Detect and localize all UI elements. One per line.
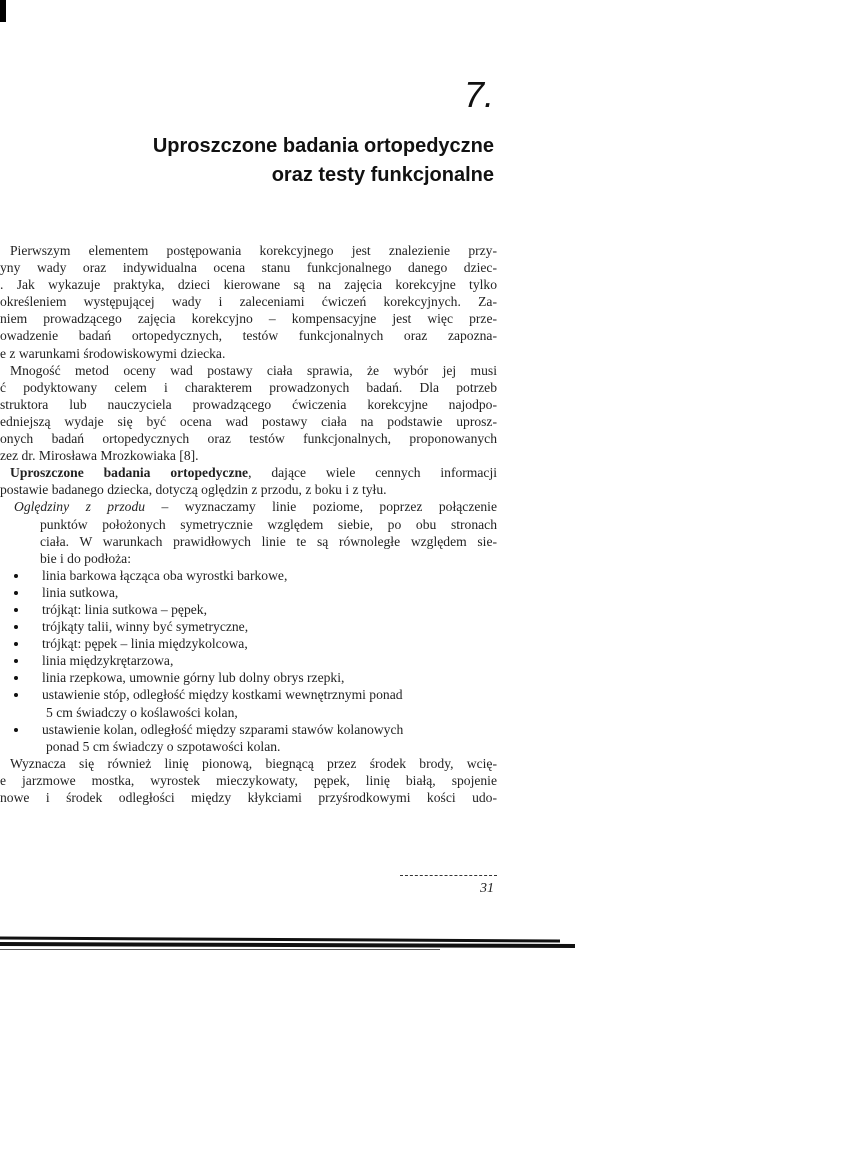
chapter-number: 7. bbox=[463, 74, 494, 115]
bullet-icon bbox=[14, 608, 18, 612]
page-number: 31 bbox=[480, 881, 494, 896]
text-segment: , dające wiele cennych informacji bbox=[248, 465, 497, 481]
text-line: onych badań ortopedycznych oraz testów funkcjonalnych, proponowanych bbox=[0, 431, 497, 447]
bold-lead: Uproszczone badania ortopedyczne bbox=[10, 465, 249, 481]
text-line: punktów położonych symetrycznie względem siebie, po obu stronach bbox=[40, 516, 497, 532]
text-line: e z warunkami środowiskowymi dziecka. bbox=[0, 345, 226, 361]
bullet-icon bbox=[14, 591, 18, 595]
text-line: określeniem występującej wady i zaleceniami ćwiczeń korekcyjnych. Za- bbox=[0, 294, 497, 310]
bullet-icon bbox=[14, 693, 18, 697]
text-line: Wyznacza się również linię pionową, biegnącą przez środek brody, wcię- bbox=[10, 755, 497, 771]
bullet-icon bbox=[14, 659, 18, 663]
italic-lead: Oględziny z przodu bbox=[14, 499, 146, 515]
text-line: bie i do podłoża: bbox=[40, 550, 131, 566]
list-item bbox=[0, 721, 497, 738]
text-line: edniejszą wydaje się być ocena wad postawy ciała na podstawie uprosz- bbox=[0, 413, 497, 429]
list-item bbox=[0, 584, 497, 601]
text-line: . Jak wykazuje praktyka, dzieci kierowane są na zajęcia korekcyjne tylko bbox=[0, 277, 497, 293]
text-line: ć podyktowany celem i charakterem prowadzonych badań. Dla potrzeb bbox=[0, 379, 497, 395]
body-text bbox=[0, 242, 497, 806]
list-item-text: trójkąt: pępek – linia międzykolcowa, bbox=[42, 636, 248, 652]
footer-rule bbox=[400, 875, 497, 876]
text-line: zez dr. Mirosława Mrozkowiaka [8]. bbox=[0, 448, 199, 464]
list-item-text: linia sutkowa, bbox=[42, 584, 119, 600]
scan-line bbox=[0, 942, 575, 948]
text-line: Pierwszym elementem postępowania korekcyjnego jest znalezienie przy- bbox=[10, 243, 497, 258]
text-line: niem prowadzącego zajęcia korekcyjno – kompensacyjne jest więc prze- bbox=[0, 311, 497, 327]
list-item-text: trójkąty talii, winny być symetryczne, bbox=[42, 619, 249, 635]
list-item-continuation: ponad 5 cm świadczy o szpotawości kolan. bbox=[46, 738, 281, 754]
list-item-text: ustawienie stóp, odległość między kostkami wewnętrznymi ponad bbox=[42, 687, 403, 703]
scan-artifact-band bbox=[0, 938, 575, 952]
list-item bbox=[0, 601, 497, 618]
chapter-title bbox=[74, 132, 494, 190]
text-segment: – wyznaczamy linie poziome, poprzez połączenie bbox=[145, 499, 497, 515]
scan-line bbox=[0, 949, 440, 950]
bullet-icon bbox=[14, 642, 18, 646]
text-line bbox=[0, 498, 497, 515]
text-line bbox=[0, 464, 497, 481]
bullet-icon bbox=[14, 625, 18, 629]
text-line: ciała. W warunkach prawidłowych linie te są równoległe względem sie- bbox=[40, 533, 497, 549]
list-item-text: linia międzykrętarzowa, bbox=[42, 653, 174, 669]
text-line: Mnogość metod oceny wad postawy ciała sprawia, że wybór jej musi bbox=[10, 362, 497, 378]
bullet-icon bbox=[14, 574, 18, 578]
list-item bbox=[0, 652, 497, 669]
list-item bbox=[0, 618, 497, 635]
text-line: yny wady oraz indywidualna ocena stanu funkcjonalnego danego dziec- bbox=[0, 260, 497, 276]
chapter-title-line-1: Uproszczone badania ortopedyczne bbox=[152, 135, 494, 157]
text-line: owadzenie badań ortopedycznych, testów funkcjonalnych oraz zapozna- bbox=[0, 328, 497, 344]
list-item-text: trójkąt: linia sutkowa – pępek, bbox=[42, 601, 207, 617]
bullet-icon bbox=[14, 728, 18, 732]
scan-edge-mark bbox=[0, 0, 6, 22]
text-line: nowe i środek odległości między kłykciami przyśrodkowymi kości udo- bbox=[0, 790, 497, 805]
chapter-title-line-2: oraz testy funkcjonalne bbox=[271, 164, 494, 186]
list-item bbox=[0, 686, 497, 703]
text-line: struktora lub nauczyciela prowadzącego ćwiczenia korekcyjne najodpo- bbox=[0, 396, 497, 412]
list-item bbox=[0, 635, 497, 652]
text-line: postawie badanego dziecka, dotyczą oględzin z przodu, z boku i z tyłu. bbox=[0, 482, 387, 498]
list-item-text: linia rzepkowa, umownie górny lub dolny obrys rzepki, bbox=[42, 670, 345, 686]
list-item bbox=[0, 669, 497, 686]
list-item-continuation: 5 cm świadczy o koślawości kolan, bbox=[46, 704, 238, 720]
bullet-icon bbox=[14, 676, 18, 680]
text-line: e jarzmowe mostka, wyrostek mieczykowaty, pępek, linię białą, spojenie bbox=[0, 772, 497, 788]
list-item-text: ustawienie kolan, odległość między szparami stawów kolanowych bbox=[42, 721, 404, 737]
list-item-text: linia barkowa łącząca oba wyrostki barkowe, bbox=[42, 567, 288, 583]
list-item bbox=[0, 567, 497, 584]
